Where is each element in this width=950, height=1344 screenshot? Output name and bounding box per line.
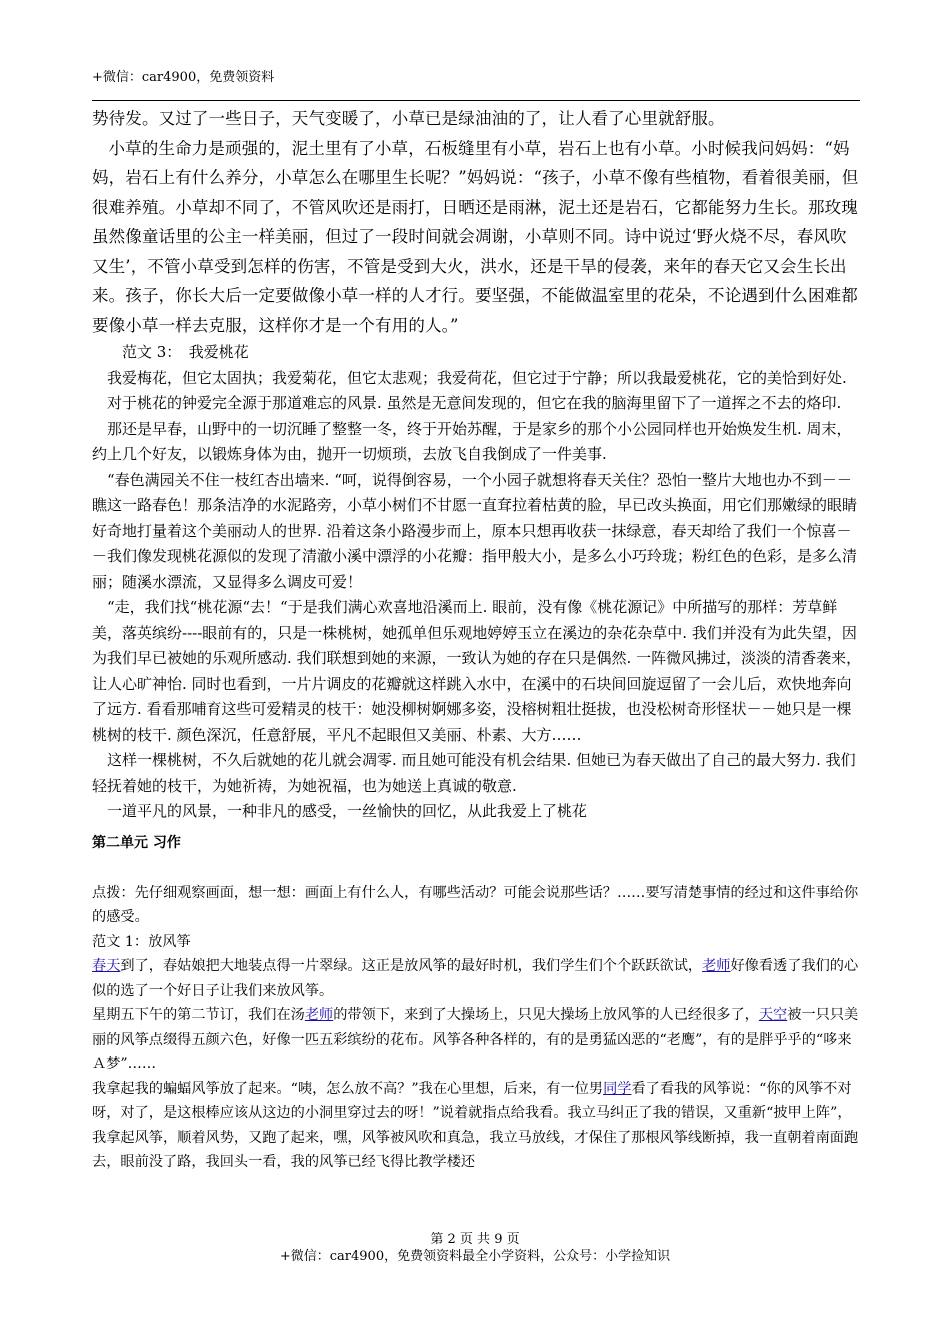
- text-run: 好像看透了我们的心似的选了一个好日子让我们来放风筝。: [92, 958, 859, 999]
- page-footer-note: +微信：car4900，免费领资料最全小学资料，公众号：小学捡知识: [279, 1249, 671, 1264]
- essay-title: 范文 3： 我爱桃花: [122, 343, 249, 361]
- paragraph: 那还是早春，山野中的一切沉睡了整整一冬，终于开始苏醒，于是家乡的那个小公园同样也开始焕发生机. 周末，约上几个好友，以锻炼身体为由，抛开一切烦琐，去放飞自我倒成了一件美事.: [92, 419, 852, 463]
- text-run: 看了看我的风筝说：“你的风筝不对呀，对了，是这根棒应该从这边的小洞里穿过去的呀！”说着就指点给我看。我立马纠正了我的错误，又重新“披甲上阵”，我拿起风筝，顺着风势，又跑了起来，嘿，风筝被风吹和真急，我立马放线，才保住了那根风筝线断掉，我一直朝着南面跑去，眼前没了路，我回头一看，我的风筝已经飞得比教学楼还: [92, 1080, 859, 1170]
- paragraph: [92, 1077, 862, 1175]
- spacer: [92, 855, 862, 881]
- paragraph: 势待发。又过了一些日子，天气变暖了，小草已是绿油油的了，让人看了心里就舒服。: [92, 109, 725, 128]
- text-run: 被一只只美丽的风筝点缀得五颜六色，好像一匹五彩缤纷的花布。风筝各种各样的，有的是勇猛凶恶的“老鹰”，有的是胖乎乎的“哆来Ａ梦”……: [92, 1007, 859, 1072]
- page-header: +微信：car4900，免费领资料: [92, 70, 275, 85]
- paragraph: [92, 1003, 862, 1077]
- link-sky[interactable]: 天空: [758, 1007, 788, 1023]
- page-number: 第 2 页 共 9 页: [430, 1232, 520, 1247]
- paragraph: “春色满园关不住一枝红杏出墙来. “呵，说得倒容易，一个小园子就想将春天关住？恐怕一整片大地也办不到－－瞧这一路春色！那条洁净的水泥路旁，小草小树们不甘愿一直耷拉着枯黄的脸，早已改头换面，用它们那嫩绿的眼睛好奇地打量着这个美丽动人的世界. 沿着这条小路漫步而上，原本只想再收获一抹绿意，春天却给了我们一个惊喜－－我们像发现桃花源似的发现了清澈小溪中漂浮的小花瓣：指甲般大小，是多么小巧玲珑；粉红色的色彩，是多么清丽；随溪水漂流，又显得多么调皮可爱！: [92, 470, 858, 591]
- paragraph: 这样一棵桃树，不久后就她的花儿就会凋零. 而且她可能没有机会结果. 但她已为春天做出了自己的最大努力. 我们轻抚着她的枝干，为她祈祷，为她祝福，也为她送上真诚的敬意.: [92, 751, 856, 795]
- document-body: [92, 104, 862, 1175]
- paragraph: “走，我们找“桃花源“去！“于是我们满心欢喜地沿溪而上. 眼前，没有像《桃花源记》中所描写的那样：芳草鲜美，落英缤纷----眼前有的，只是一株桃树，她孤单但乐观地婷婷玉立在溪边的杂花杂草中. 我们并没有为此失望，因为我们早已被她的乐观所感动. 我们联想到她的来源，一致认为她的存在只是偶然. 一阵微风拂过，淡淡的清香袭来，让人心旷神怡. 同时也看到，一片片调皮的花瓣就这样跳入水中，在溪中的石块间回旋逗留了一会儿后，欢快地奔向了远方. 看看那哺育这些可爱精灵的枝干：她没柳树婀娜多姿，没榕树粗壮挺拔，也没松树奇形怪状－－她只是一棵桃树的枝干. 颜色深沉，任意舒展，平凡不起眼但又美丽、朴素、大方……: [92, 598, 862, 744]
- link-spring[interactable]: 春天: [92, 958, 121, 974]
- text-run: 的带领下，来到了大操场上，只见大操场上放风筝的人已经很多了，: [333, 1007, 759, 1023]
- section-heading: 第二单元 习作: [92, 834, 181, 851]
- link-classmate[interactable]: 同学: [603, 1080, 632, 1097]
- link-teacher[interactable]: 老师: [304, 1007, 334, 1023]
- text-run: 星期五下午的第二节订，我们在汤: [92, 1007, 305, 1023]
- link-teacher[interactable]: 老师: [702, 958, 731, 974]
- paragraph: 小草的生命力是顽强的，泥土里有了小草，石板缝里有小草，岩石上也有小草。小时候我问妈妈：“妈妈，岩石上有什么养分，小草怎么在哪里生长呢？”妈妈说：“孩子，小草不像有些植物，看着很美丽，但很难养殖。小草却不同了，不管风吹还是雨打，日晒还是雨淋，泥土还是岩石，它都能努力生长。那玫瑰虽然像童话里的公主一样美丽，但过了一段时间就会凋谢，小草则不同。诗中说过‘野火烧不尽，春风吹又生’，不管小草受到怎样的伤害，不管是受到大火，洪水，还是干旱的侵袭，来年的春天它又会生长出来。孩子，你长大后一定要做像小草一样的人才行。要坚强，不能做温室里的花朵，不论遇到什么困难都要像小草一样去克服，这样你才是一个有用的人。”: [92, 138, 859, 335]
- paragraph: [92, 954, 862, 1003]
- header-rule: [92, 100, 860, 101]
- text-run: 到了，春姑娘把大地装点得一片翠绿。这正是放风筝的最好时机，我们学生们个个跃跃欲试，: [120, 958, 703, 974]
- paragraph: 一道平凡的风景，一种非凡的感受，一丝愉快的回忆，从此我爱上了桃花: [107, 802, 588, 820]
- text-run: 我拿起我的蝙蝠风筝放了起来。“咦，怎么放不高？”我在心里想，后来，有一位男: [92, 1080, 604, 1097]
- paragraph: 我爱梅花，但它太固执；我爱菊花，但它太悲观；我爱荷花，但它过于宁静；所以我最爱桃花，它的美恰到好处.: [107, 368, 847, 387]
- essay-title: 范文 1：放风筝: [92, 933, 191, 950]
- tip-paragraph: 点拨：先仔细观察画面，想一想：画面上有什么人，有哪些活动？可能会说那些话？……要写清楚事情的经过和这件事给你的感受。: [92, 884, 859, 925]
- paragraph: 对于桃花的钟爱完全源于那道难忘的风景. 虽然是无意间发现的，但它在我的脑海里留下了一道挥之不去的烙印.: [107, 394, 842, 412]
